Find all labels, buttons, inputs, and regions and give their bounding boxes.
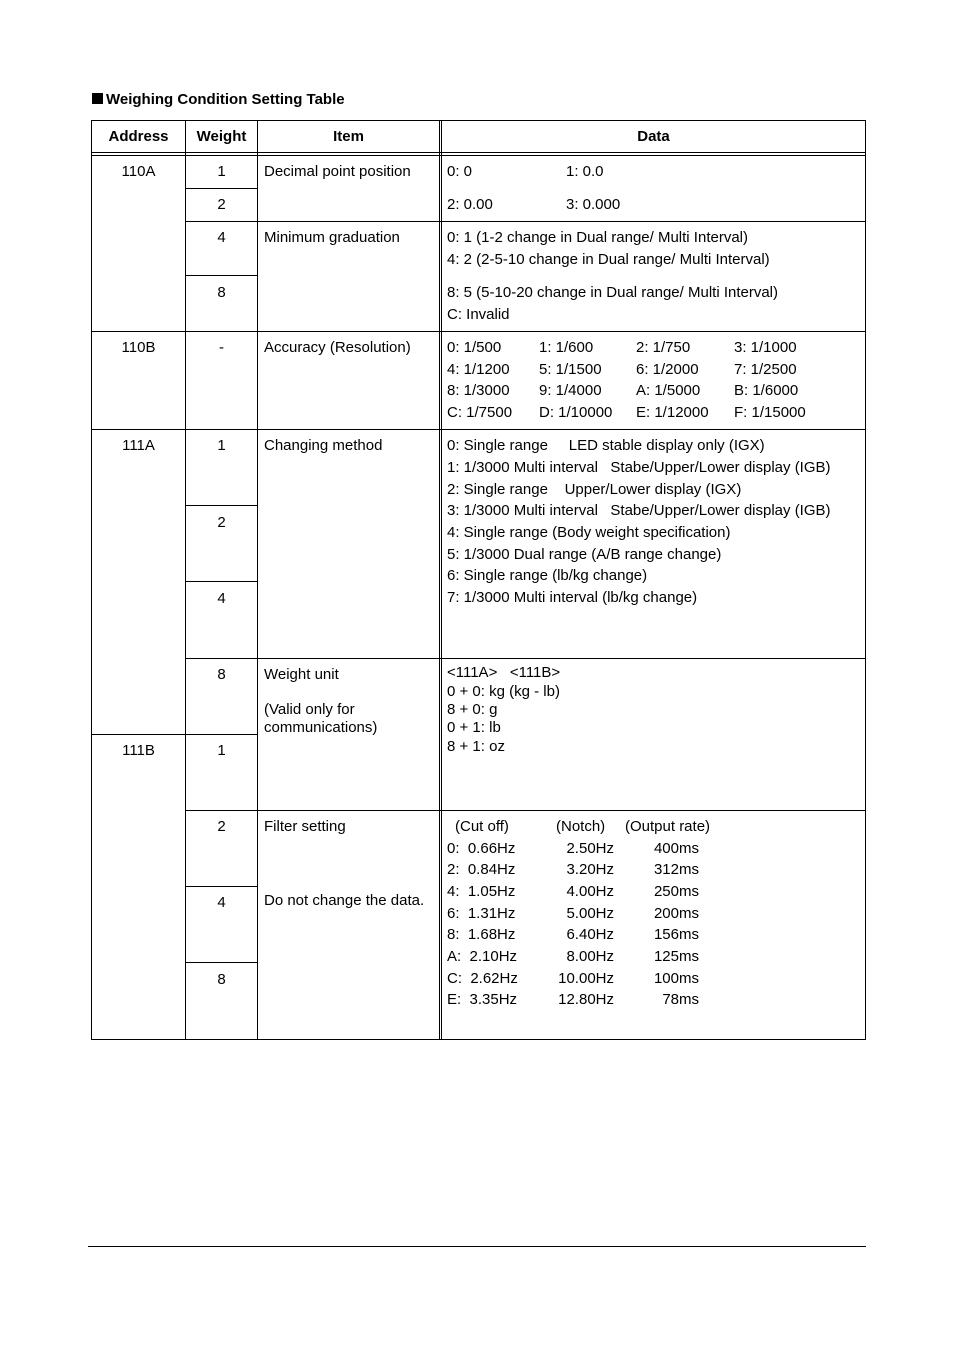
item-note: communications) [264, 719, 378, 736]
square-bullet-icon [92, 93, 103, 104]
data-cell: F: 1/15000 [734, 404, 806, 421]
data-cell: 8: 1/3000 [447, 382, 510, 399]
filter-notch: 10.00Hz [558, 970, 614, 987]
item-filter-setting: Filter setting [264, 818, 346, 835]
data-cell: D: 1/10000 [539, 404, 613, 421]
weight-cell: 1 [217, 742, 226, 759]
data-line: 6: Single range (lb/kg change) [447, 567, 648, 584]
data-cell: C: 1/7500 [447, 404, 513, 421]
data-cell: 5: 1/1500 [539, 361, 602, 378]
address-111b: 111B [122, 742, 155, 759]
data-cell: 0: 0 [447, 163, 473, 180]
data-line: 1: 1/3000 Multi interval Stabe/Upper/Lower display (IGB) [447, 459, 831, 476]
data-line: <111A> <111B> [447, 664, 561, 681]
filter-cutoff: 4: 1.05Hz [447, 883, 516, 900]
filter-cutoff: 8: 1.68Hz [447, 926, 516, 943]
filter-notch: 8.00Hz [566, 948, 614, 965]
weight-cell: 8 [217, 666, 226, 683]
weight-cell: 4 [217, 229, 226, 246]
data-line: 8 + 0: g [447, 701, 498, 718]
item-weight-unit: Weight unit [264, 666, 339, 683]
address-110a: 110A [121, 163, 156, 180]
weight-cell: 4 [217, 894, 226, 911]
item-accuracy: Accuracy (Resolution) [264, 339, 411, 356]
weight-cell: 1 [217, 163, 226, 180]
weight-cell: 8 [217, 971, 226, 988]
data-line: 8: 5 (5-10-20 change in Dual range/ Multi Interval) [447, 284, 779, 301]
filter-header-notch: (Notch) [556, 818, 606, 835]
filter-output: 156ms [653, 926, 699, 943]
data-cell: E: 1/12000 [636, 404, 709, 421]
item-minimum-graduation: Minimum graduation [264, 229, 400, 246]
item-decimal-point: Decimal point position [264, 163, 411, 180]
filter-output: 400ms [653, 840, 699, 857]
data-line: 0 + 0: kg (kg - lb) [447, 683, 560, 700]
header-weight: Weight [196, 128, 247, 145]
data-cell: 7: 1/2500 [734, 361, 797, 378]
filter-notch: 2.50Hz [566, 840, 614, 857]
filter-cutoff: A: 2.10Hz [447, 948, 518, 965]
filter-output: 78ms [662, 991, 699, 1008]
data-cell: 3: 0.000 [566, 196, 621, 213]
header-data: Data [637, 128, 670, 145]
data-cell: 4: 1/1200 [447, 361, 510, 378]
data-line: 3: 1/3000 Multi interval Stabe/Upper/Lower display (IGB) [447, 502, 831, 519]
data-line: C: Invalid [447, 306, 510, 323]
filter-notch: 4.00Hz [566, 883, 614, 900]
filter-output: 312ms [653, 861, 699, 878]
table-heading: Weighing Condition Setting Table [92, 91, 345, 108]
data-cell: 3: 1/1000 [734, 339, 797, 356]
data-line: 4: 2 (2-5-10 change in Dual range/ Multi Interval) [447, 251, 770, 268]
header-item: Item [333, 128, 364, 145]
data-cell: 0: 1/500 [447, 339, 502, 356]
data-cell: 1: 1/600 [539, 339, 594, 356]
item-note: Do not change the data. [264, 892, 425, 909]
filter-cutoff: 2: 0.84Hz [447, 861, 516, 878]
filter-output: 125ms [653, 948, 699, 965]
footer-divider [88, 1246, 866, 1247]
data-line: 7: 1/3000 Multi interval (lb/kg change) [447, 589, 698, 606]
data-cell: B: 1/6000 [734, 382, 799, 399]
filter-header-output-rate: (Output rate) [625, 818, 711, 835]
filter-output: 250ms [653, 883, 699, 900]
filter-notch: 12.80Hz [558, 991, 614, 1008]
filter-cutoff: C: 2.62Hz [447, 970, 518, 987]
data-line: 4: Single range (Body weight specification) [447, 524, 731, 541]
data-cell: 2: 1/750 [636, 339, 691, 356]
filter-notch: 3.20Hz [566, 861, 614, 878]
data-line: 0: Single range LED stable display only (IGX) [447, 437, 765, 454]
header-address: Address [108, 128, 169, 145]
data-line: 8 + 1: oz [447, 738, 505, 755]
filter-notch: 6.40Hz [566, 926, 614, 943]
weight-cell: 1 [217, 437, 226, 454]
data-line: 5: 1/3000 Dual range (A/B range change) [447, 546, 722, 563]
item-changing-method: Changing method [264, 437, 383, 454]
data-cell: 2: 0.00 [447, 196, 493, 213]
weight-cell: 8 [217, 284, 226, 301]
filter-notch: 5.00Hz [566, 905, 614, 922]
weight-cell: 2 [217, 818, 226, 835]
data-cell: 1: 0.0 [566, 163, 604, 180]
data-cell: A: 1/5000 [636, 382, 701, 399]
address-111a: 111A [122, 437, 155, 454]
filter-cutoff: E: 3.35Hz [447, 991, 518, 1008]
data-cell: 6: 1/2000 [636, 361, 699, 378]
filter-header-cutoff: (Cut off) [455, 818, 509, 835]
weight-cell: 2 [217, 196, 226, 213]
filter-output: 200ms [653, 905, 699, 922]
address-110b: 110B [121, 339, 156, 356]
data-line: 0 + 1: lb [447, 719, 501, 736]
filter-cutoff: 6: 1.31Hz [447, 905, 516, 922]
data-cell: 9: 1/4000 [539, 382, 602, 399]
filter-cutoff: 0: 0.66Hz [447, 840, 516, 857]
data-line: 2: Single range Upper/Lower display (IGX) [447, 481, 742, 498]
weight-cell: 2 [217, 514, 226, 531]
item-note: (Valid only for [264, 701, 355, 718]
data-line: 0: 1 (1-2 change in Dual range/ Multi Interval) [447, 229, 748, 246]
filter-output: 100ms [653, 970, 699, 987]
weight-cell: - [219, 339, 224, 356]
weight-cell: 4 [217, 590, 226, 607]
